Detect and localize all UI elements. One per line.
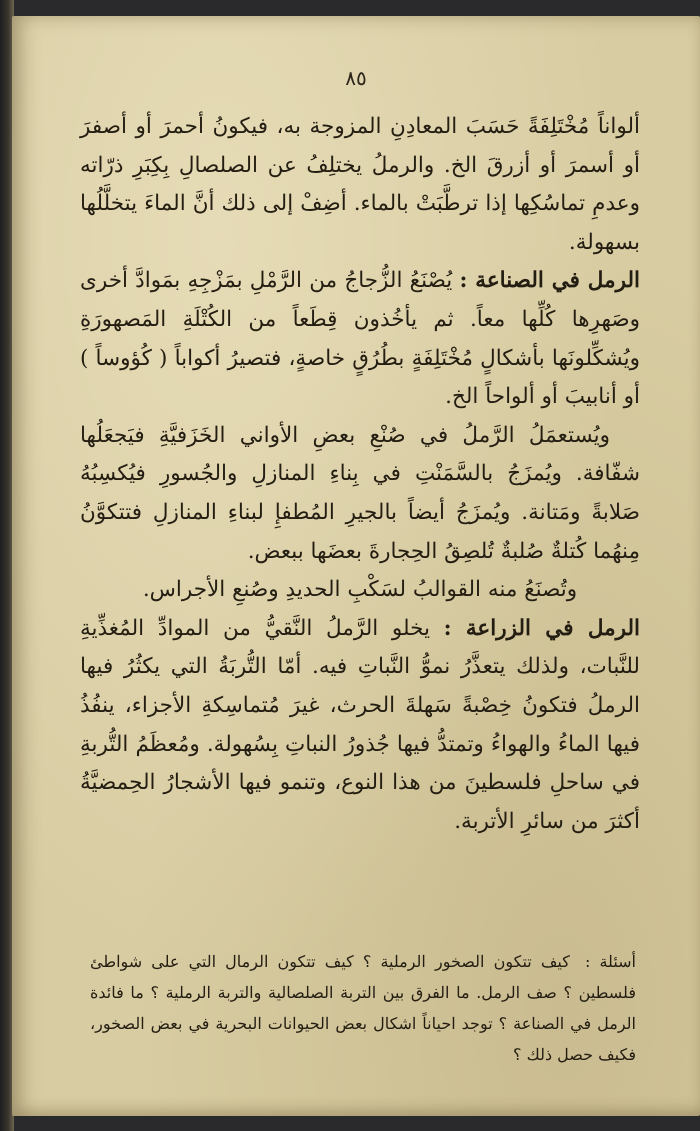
paragraph-rock-colors — [80, 108, 640, 262]
section-heading-industry: الرمل في الصناعة : — [459, 268, 640, 294]
body-text — [80, 108, 640, 841]
paragraph-text: ألواناً مُخْتَلِفَةً حَسَبَ المعادِنِ المزوجة به، فيكونُ أحمرَ أو أصفرَ أو أسمرَ أو أزرقَ الخ. والرملُ يختلِفُ عن الصلصالِ بِكِبَرِ ذرّاته وعدمِ تماسُكِها إذا ترطَّبَتْ بالماء. أضِفْ إلى ذلك أنَّ الماءَ يتخلَّلُها بسهولة. — [80, 114, 640, 255]
paragraph-pottery-cement — [80, 417, 640, 571]
section-heading-agriculture: الرمل في الزراعة : — [443, 615, 640, 641]
questions-text: كيف تتكون الصخور الرملية ؟ كيف تتكون الرمال التي على شواطئ فلسطين ؟ صف الرمل. ما الفرق بين التربة الصلصالية والتربة الرملية ؟ ما فائدة الرمل في الصناعة ؟ توجد احياناً اشكال بعض الحيوانات البحرية في بعض الصخور، فكيف حصل ذلك ؟ — [90, 952, 636, 1064]
questions-label: أسئلة : — [584, 952, 637, 971]
paragraph-molds — [80, 571, 640, 610]
paragraph-sand-in-agriculture — [80, 610, 640, 842]
book-page — [12, 16, 700, 1116]
paragraph-text: ويُستعمَلُ الرَّملُ في صُنْعِ بعضِ الأواني الخَزَفيَّةِ فيَجعَلُها شفّافة. ويُمزَجُ بالسَّمَنْتِ في بِناءِ المنازلِ والجُسورِ فيُكسِبُهُ صَلابةً ومَتانة. ويُمزَجُ أيضاً بالجيرِ المُطفإِ لبناءِ المنازلِ فتتكوَّنُ مِنهُما كُتلةٌ صُلبةٌ تُلصِقُ الحِجارةَ بعضَها ببعض. — [80, 422, 640, 564]
paragraph-text: يخلو الرَّملُ النَّقيُّ من الموادِّ المُغذِّيةِ للنَّبات، ولذلك يتعذَّرُ نموُّ النَّباتِ فيه. أمّا التُّربَةُ التي يكثُرُ فيها الرملُ فتكونُ خِصْبةً سَهلةَ الحرث، غيرَ مُتماسِكةِ الأجزاء، ينفُذُ فيها الماءُ والهواءُ وتمتدُّ فيها جُذورُ النباتِ بِسُهولة. ومُعظَمُ التُّربةِ في ساحلِ فلسطينَ من هذا النوع، وتنمو فيها الأشجارُ الحِمضيَّةُ أكثرَ من سائرِ الأتربة. — [80, 615, 640, 834]
paragraph-text: يُصْنَعُ الزُّجاجُ من الرَّمْلِ بمَزْجِهِ بمَوادَّ أخرى وصَهرِها كُلِّها معاً. ثم يأخُذون قِطَعاً من الكُتْلَةِ المَصهورَةِ ويُشكِّلونَها بأشكالٍ مُخْتَلِفَةٍ بطُرُقٍ خاصةٍ، فتصيرُ أكواباً ( كُؤوساً ) أو أنابيبَ أو ألواحاً الخ. — [80, 268, 640, 410]
page-number: ٨٥ — [345, 66, 367, 90]
paragraph-sand-in-industry — [80, 262, 640, 416]
questions-block — [90, 946, 636, 1070]
paragraph-text: وتُصنَعُ منه القوالبُ لسَكْبِ الحديدِ وصُنعِ الأجراس. — [142, 577, 578, 603]
